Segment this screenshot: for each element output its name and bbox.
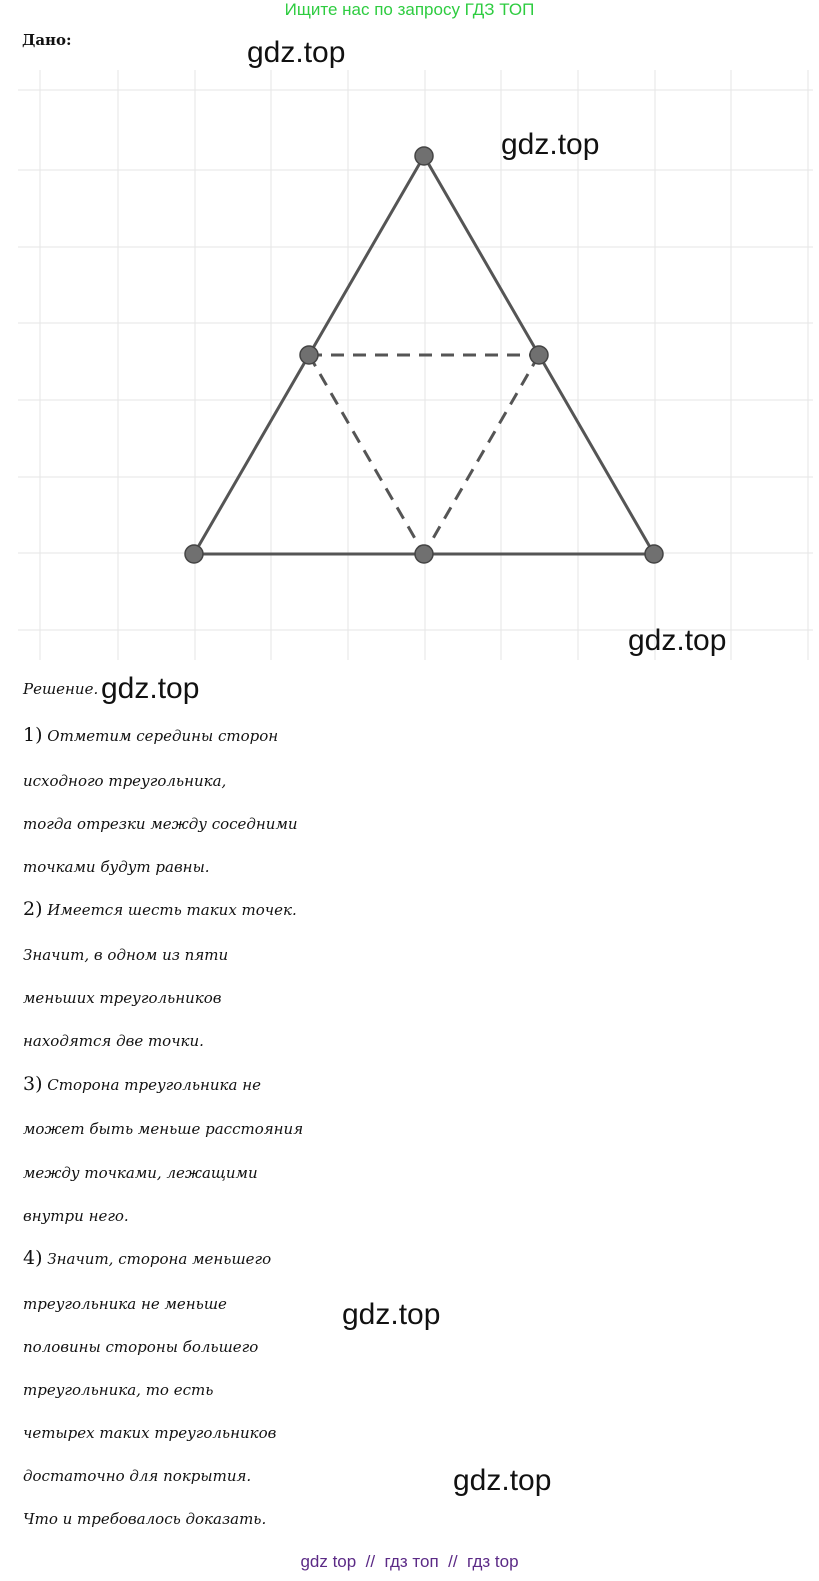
step-1-line-4: точками будут равны. (23, 858, 210, 876)
step-number: 4) (23, 1247, 43, 1269)
point-mid-bottom (415, 545, 433, 563)
step-2-line-1: 2) Имеется шесть таких точек. (23, 898, 297, 920)
step-4-line-1: 4) Значит, сторона меньшего (23, 1247, 272, 1269)
step-3-line-2: может быть меньше расстояния (23, 1120, 304, 1138)
top-banner: Ищите нас по запросу ГДЗ ТОП (284, 0, 535, 19)
step-number: 1) (23, 724, 43, 746)
step-number: 2) (23, 898, 43, 920)
point-mid-right (530, 346, 548, 364)
step-2-line-2: Значит, в одном из пяти (23, 946, 229, 964)
given-label: Дано: (22, 31, 72, 49)
step-4-line-4: треугольника, то есть (23, 1381, 214, 1399)
step-number: 3) (23, 1073, 43, 1095)
point-bottom-right (645, 545, 663, 563)
step-4-line-5: четырех таких треугольников (23, 1424, 277, 1442)
step-4-line-6: достаточно для покрытия. (23, 1467, 252, 1485)
midpoint-triangle (309, 355, 539, 554)
step-1-line-2: исходного треугольника, (23, 772, 227, 790)
step-3-line-4: внутри него. (23, 1207, 129, 1225)
step-1-line-3: тогда отрезки между соседними (23, 815, 298, 833)
watermark: gdz.top (501, 128, 600, 161)
triangle-figure (18, 70, 813, 660)
watermark: gdz.top (453, 1464, 552, 1497)
footer-links: gdz top // гдз топ // гдз top (300, 1552, 519, 1571)
point-bottom-left (185, 545, 203, 563)
watermark: gdz.top (342, 1298, 441, 1331)
dashed-side-left (309, 355, 424, 554)
solution-label: Решение. (23, 680, 99, 698)
point-top-vertex (415, 147, 433, 165)
watermark: gdz.top (628, 624, 727, 657)
watermark: gdz.top (247, 36, 346, 69)
step-2-line-4: находятся две точки. (23, 1032, 204, 1050)
step-4-line-2: треугольника не меньше (23, 1295, 227, 1313)
step-4-line-3: половины стороны большего (23, 1338, 259, 1356)
watermark: gdz.top (101, 672, 200, 705)
point-mid-left (300, 346, 318, 364)
step-1-line-1: 1) Отметим середины сторон (23, 724, 279, 746)
step-3-line-3: между точками, лежащими (23, 1164, 258, 1182)
step-2-line-3: меньших треугольников (23, 989, 222, 1007)
dashed-side-right (424, 355, 539, 554)
step-3-line-1: 3) Сторона треугольника не (23, 1073, 261, 1095)
step-4-line-7: Что и требовалось доказать. (23, 1510, 267, 1528)
